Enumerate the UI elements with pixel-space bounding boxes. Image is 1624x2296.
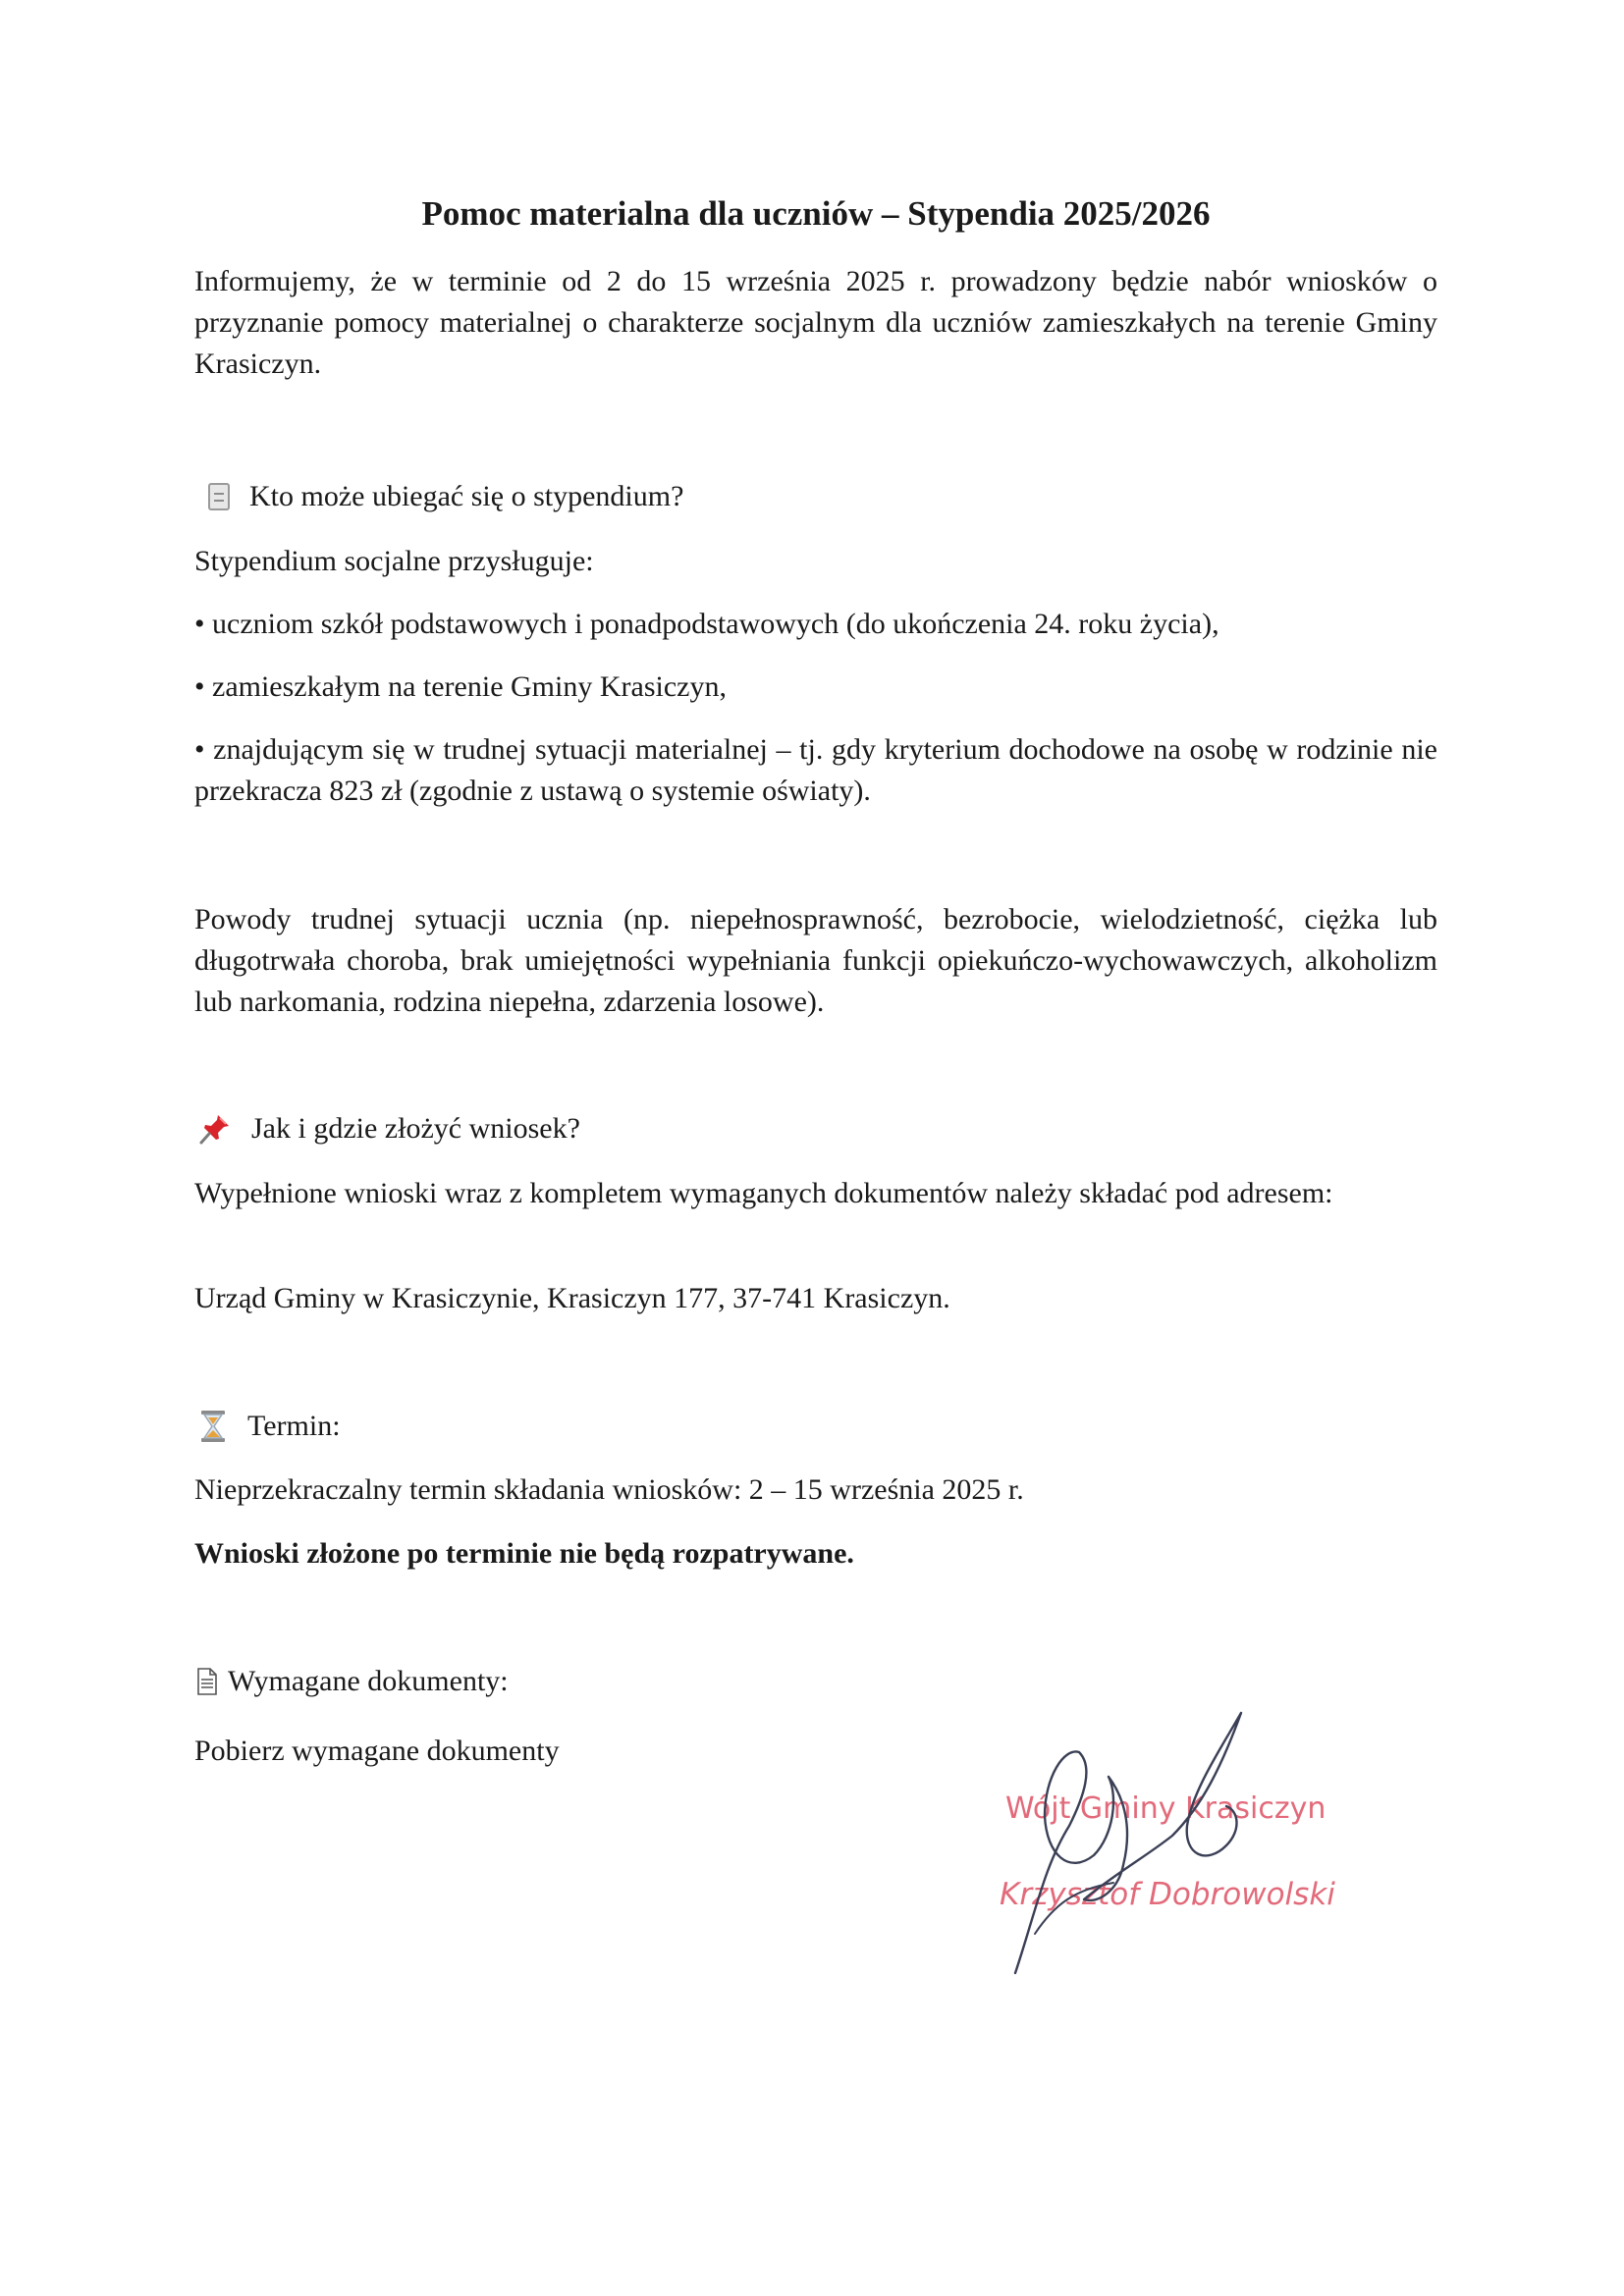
signature-title: Wójt Gminy Krasiczyn xyxy=(1005,1791,1326,1826)
eligibility-item: • zamieszkałym na terenie Gminy Krasiczyn, xyxy=(194,670,727,703)
submission-heading: Jak i gdzie złożyć wniosek? xyxy=(251,1112,580,1145)
deadline-text: Nieprzekraczalny termin składania wniosków: 2 – 15 września 2025 r. xyxy=(194,1473,1024,1506)
eligibility-heading-row xyxy=(202,476,683,517)
signature-stroke xyxy=(1015,1713,1241,1973)
submission-heading-row xyxy=(198,1108,580,1149)
document-icon xyxy=(196,1668,218,1695)
deadline-heading-row xyxy=(198,1406,341,1447)
reasons-paragraph: Powody trudnej sytuacji ucznia (np. niepełnosprawność, bezrobocie, wielodzietność, ciężka lub długotrwała choroba, brak umiejętności wypełniania funkcji opiekuńczo-wychowawczych, alkoholizm lub narkomania, rodzina niepełna, zdarzenia losowe). xyxy=(194,903,1437,1018)
document-page xyxy=(194,0,1437,2296)
intro-paragraph: Informujemy, że w terminie od 2 do 15 września 2025 r. prowadzony będzie nabór wniosków o przyznanie pomocy materialnej o charakterze socjalnym dla uczniów zamieszkałych na terenie Gminy Krasiczyn. xyxy=(194,265,1437,380)
submission-address: Urząd Gminy w Krasiczynie, Krasiczyn 177, 37-741 Krasiczyn. xyxy=(194,1282,950,1314)
eligibility-item: • znajdującym się w trudnej sytuacji materialnej – tj. gdy kryterium dochodowe na osobę w rodzinie nie przekracza 823 zł (zgodnie z ustawą o systemie oświaty). xyxy=(194,733,1437,807)
eligibility-lead: Stypendium socjalne przysługuje: xyxy=(194,545,594,577)
eligibility-heading: Kto może ubiegać się o stypendium? xyxy=(249,480,684,512)
download-documents-link[interactable]: Pobierz wymagane dokumenty xyxy=(194,1735,560,1767)
hourglass-icon xyxy=(198,1410,228,1443)
submission-text: Wypełnione wnioski wraz z kompletem wymaganych dokumentów należy składać pod adresem: xyxy=(194,1177,1333,1209)
signature-stamp xyxy=(976,1708,1359,1979)
documents-heading: Wymagane dokumenty: xyxy=(228,1665,509,1697)
page-title: Pomoc materialna dla uczniów – Stypendia 2025/2026 xyxy=(421,194,1211,233)
eligibility-item: • uczniom szkół podstawowych i ponadpodstawowych (do ukończenia 24. roku życia), xyxy=(194,608,1219,640)
signature-name: Krzysztof Dobrowolski xyxy=(1000,1877,1335,1912)
deadline-heading: Termin: xyxy=(247,1410,341,1442)
deadline-warning: Wnioski złożone po terminie nie będą rozpatrywane. xyxy=(194,1537,854,1570)
documents-heading-row xyxy=(196,1661,509,1702)
scroll-icon xyxy=(208,483,230,510)
pushpin-icon xyxy=(198,1112,232,1146)
